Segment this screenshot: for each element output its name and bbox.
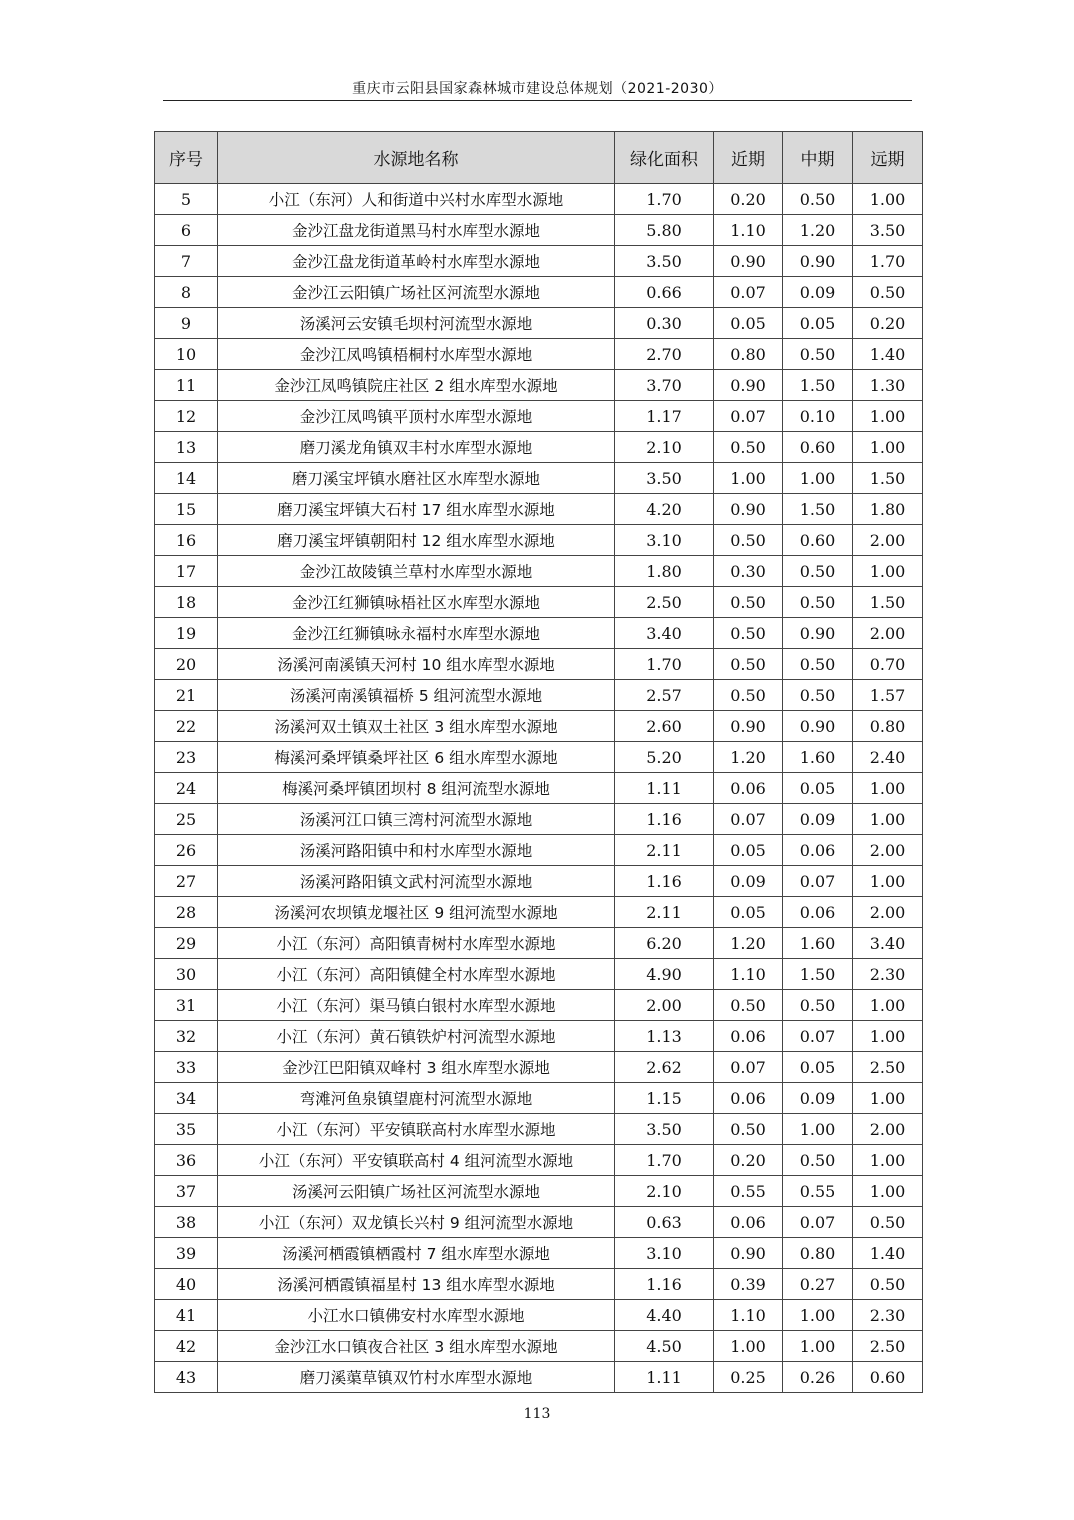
cell-near-term: 1.00: [714, 1331, 783, 1362]
table-row: [155, 401, 923, 432]
cell-mid-term: 0.09: [783, 804, 853, 835]
cell-green-area: 1.16: [615, 804, 714, 835]
cell-name: 小江水口镇佛安村水库型水源地: [218, 1300, 615, 1331]
cell-near-term: 0.30: [714, 556, 783, 587]
cell-near-term: 1.20: [714, 928, 783, 959]
cell-index: 20: [155, 649, 218, 680]
cell-index: 26: [155, 835, 218, 866]
cell-mid-term: 1.00: [783, 1114, 853, 1145]
cell-mid-term: 1.50: [783, 494, 853, 525]
cell-long-term: 0.60: [853, 1362, 923, 1393]
cell-mid-term: 0.50: [783, 184, 853, 215]
table-row: [155, 1207, 923, 1238]
cell-near-term: 0.50: [714, 649, 783, 680]
cell-near-term: 1.10: [714, 215, 783, 246]
cell-mid-term: 1.50: [783, 370, 853, 401]
cell-near-term: 0.06: [714, 1207, 783, 1238]
cell-green-area: 1.70: [615, 184, 714, 215]
cell-name: 梅溪河桑坪镇团坝村 8 组河流型水源地: [218, 773, 615, 804]
cell-green-area: 2.10: [615, 1176, 714, 1207]
table-row: [155, 1145, 923, 1176]
column-header-long-term: 远期: [853, 132, 923, 184]
table-row: [155, 1300, 923, 1331]
table-body: [155, 184, 923, 1393]
table-row: [155, 1331, 923, 1362]
cell-index: 8: [155, 277, 218, 308]
cell-long-term: 2.00: [853, 897, 923, 928]
cell-mid-term: 1.50: [783, 959, 853, 990]
cell-near-term: 0.90: [714, 711, 783, 742]
cell-index: 12: [155, 401, 218, 432]
cell-index: 10: [155, 339, 218, 370]
cell-green-area: 5.20: [615, 742, 714, 773]
cell-name: 磨刀溪蕖草镇双竹村水库型水源地: [218, 1362, 615, 1393]
cell-near-term: 0.07: [714, 804, 783, 835]
cell-name: 汤溪河云安镇毛坝村河流型水源地: [218, 308, 615, 339]
cell-long-term: 2.30: [853, 959, 923, 990]
cell-mid-term: 0.05: [783, 1052, 853, 1083]
cell-name: 小江（东河）双龙镇长兴村 9 组河流型水源地: [218, 1207, 615, 1238]
cell-index: 31: [155, 990, 218, 1021]
cell-green-area: 2.60: [615, 711, 714, 742]
cell-long-term: 1.70: [853, 246, 923, 277]
cell-long-term: 1.00: [853, 556, 923, 587]
table-row: [155, 835, 923, 866]
cell-near-term: 0.90: [714, 494, 783, 525]
cell-mid-term: 0.05: [783, 773, 853, 804]
table-row: [155, 308, 923, 339]
cell-name: 小江（东河）人和街道中兴村水库型水源地: [218, 184, 615, 215]
cell-near-term: 0.90: [714, 246, 783, 277]
cell-index: 25: [155, 804, 218, 835]
cell-green-area: 1.15: [615, 1083, 714, 1114]
cell-mid-term: 0.06: [783, 835, 853, 866]
cell-name: 金沙江红狮镇咏永福村水库型水源地: [218, 618, 615, 649]
cell-mid-term: 1.60: [783, 742, 853, 773]
cell-name: 小江（东河）平安镇联高村 4 组河流型水源地: [218, 1145, 615, 1176]
cell-index: 36: [155, 1145, 218, 1176]
cell-green-area: 2.10: [615, 432, 714, 463]
cell-mid-term: 1.00: [783, 463, 853, 494]
cell-near-term: 0.20: [714, 184, 783, 215]
cell-long-term: 1.00: [853, 1176, 923, 1207]
cell-long-term: 2.00: [853, 1114, 923, 1145]
cell-green-area: 1.70: [615, 649, 714, 680]
table-row: [155, 432, 923, 463]
table-row: [155, 897, 923, 928]
cell-mid-term: 1.20: [783, 215, 853, 246]
cell-near-term: 0.50: [714, 432, 783, 463]
cell-near-term: 0.50: [714, 990, 783, 1021]
page-header-title: 重庆市云阳县国家森林城市建设总体规划（2021-2030）: [352, 81, 723, 97]
cell-near-term: 0.05: [714, 835, 783, 866]
cell-near-term: 0.50: [714, 618, 783, 649]
cell-index: 24: [155, 773, 218, 804]
cell-name: 磨刀溪宝坪镇水磨社区水库型水源地: [218, 463, 615, 494]
table-row: [155, 618, 923, 649]
cell-mid-term: 0.50: [783, 1145, 853, 1176]
cell-mid-term: 0.05: [783, 308, 853, 339]
cell-long-term: 1.00: [853, 432, 923, 463]
cell-green-area: 3.40: [615, 618, 714, 649]
cell-long-term: 3.50: [853, 215, 923, 246]
cell-long-term: 1.00: [853, 1145, 923, 1176]
cell-green-area: 4.20: [615, 494, 714, 525]
cell-long-term: 2.40: [853, 742, 923, 773]
cell-index: 27: [155, 866, 218, 897]
table-row: [155, 246, 923, 277]
table-row: [155, 1238, 923, 1269]
cell-long-term: 2.50: [853, 1331, 923, 1362]
cell-near-term: 0.90: [714, 370, 783, 401]
cell-green-area: 2.00: [615, 990, 714, 1021]
cell-green-area: 1.80: [615, 556, 714, 587]
cell-green-area: 3.70: [615, 370, 714, 401]
cell-mid-term: 0.27: [783, 1269, 853, 1300]
cell-name: 汤溪河栖霞镇福星村 13 组水库型水源地: [218, 1269, 615, 1300]
cell-mid-term: 1.00: [783, 1331, 853, 1362]
cell-long-term: 1.40: [853, 339, 923, 370]
cell-name: 金沙江凤鸣镇平顶村水库型水源地: [218, 401, 615, 432]
cell-long-term: 1.00: [853, 401, 923, 432]
cell-index: 37: [155, 1176, 218, 1207]
cell-name: 汤溪河路阳镇中和村水库型水源地: [218, 835, 615, 866]
cell-near-term: 0.80: [714, 339, 783, 370]
cell-name: 金沙江红狮镇咏梧社区水库型水源地: [218, 587, 615, 618]
cell-long-term: 1.00: [853, 184, 923, 215]
cell-long-term: 0.70: [853, 649, 923, 680]
cell-green-area: 1.13: [615, 1021, 714, 1052]
cell-green-area: 2.11: [615, 897, 714, 928]
cell-index: 30: [155, 959, 218, 990]
cell-long-term: 1.57: [853, 680, 923, 711]
cell-near-term: 0.25: [714, 1362, 783, 1393]
table-row: [155, 1269, 923, 1300]
cell-mid-term: 0.90: [783, 711, 853, 742]
cell-index: 39: [155, 1238, 218, 1269]
cell-name: 金沙江故陵镇兰草村水库型水源地: [218, 556, 615, 587]
cell-name: 小江（东河）高阳镇健全村水库型水源地: [218, 959, 615, 990]
cell-long-term: 2.00: [853, 525, 923, 556]
cell-long-term: 3.40: [853, 928, 923, 959]
table-row: [155, 525, 923, 556]
cell-mid-term: 0.60: [783, 525, 853, 556]
table-header-row: [155, 132, 923, 184]
column-header-green-area: 绿化面积: [615, 132, 714, 184]
cell-long-term: 0.50: [853, 1269, 923, 1300]
column-header-name: 水源地名称: [218, 132, 615, 184]
cell-mid-term: 0.06: [783, 897, 853, 928]
cell-long-term: 1.50: [853, 463, 923, 494]
cell-name: 小江（东河）渠马镇白银村水库型水源地: [218, 990, 615, 1021]
cell-green-area: 3.10: [615, 1238, 714, 1269]
cell-near-term: 0.50: [714, 587, 783, 618]
cell-name: 磨刀溪宝坪镇朝阳村 12 组水库型水源地: [218, 525, 615, 556]
cell-mid-term: 0.10: [783, 401, 853, 432]
cell-near-term: 0.50: [714, 1114, 783, 1145]
cell-green-area: 1.17: [615, 401, 714, 432]
column-header-mid-term: 中期: [783, 132, 853, 184]
cell-green-area: 2.57: [615, 680, 714, 711]
table-row: [155, 184, 923, 215]
cell-name: 金沙江云阳镇广场社区河流型水源地: [218, 277, 615, 308]
cell-name: 弯滩河鱼泉镇望鹿村河流型水源地: [218, 1083, 615, 1114]
cell-index: 32: [155, 1021, 218, 1052]
table-row: [155, 773, 923, 804]
cell-index: 9: [155, 308, 218, 339]
cell-index: 13: [155, 432, 218, 463]
table-row: [155, 463, 923, 494]
table-row: [155, 370, 923, 401]
cell-index: 5: [155, 184, 218, 215]
cell-long-term: 1.00: [853, 990, 923, 1021]
cell-green-area: 4.40: [615, 1300, 714, 1331]
cell-near-term: 0.50: [714, 680, 783, 711]
cell-name: 汤溪河南溪镇福桥 5 组河流型水源地: [218, 680, 615, 711]
cell-green-area: 3.50: [615, 246, 714, 277]
table-row: [155, 1083, 923, 1114]
cell-index: 23: [155, 742, 218, 773]
cell-mid-term: 0.60: [783, 432, 853, 463]
cell-index: 34: [155, 1083, 218, 1114]
cell-near-term: 1.10: [714, 959, 783, 990]
table-row: [155, 928, 923, 959]
table-row: [155, 742, 923, 773]
cell-long-term: 0.50: [853, 1207, 923, 1238]
table-row: [155, 1114, 923, 1145]
cell-long-term: 2.30: [853, 1300, 923, 1331]
cell-green-area: 3.10: [615, 525, 714, 556]
cell-index: 11: [155, 370, 218, 401]
cell-index: 38: [155, 1207, 218, 1238]
cell-near-term: 1.20: [714, 742, 783, 773]
cell-long-term: 1.80: [853, 494, 923, 525]
cell-index: 6: [155, 215, 218, 246]
cell-name: 金沙江盘龙街道黑马村水库型水源地: [218, 215, 615, 246]
cell-mid-term: 0.55: [783, 1176, 853, 1207]
cell-green-area: 0.66: [615, 277, 714, 308]
cell-near-term: 1.10: [714, 1300, 783, 1331]
cell-index: 41: [155, 1300, 218, 1331]
cell-name: 小江（东河）高阳镇青树村水库型水源地: [218, 928, 615, 959]
cell-index: 18: [155, 587, 218, 618]
cell-name: 汤溪河双土镇双土社区 3 组水库型水源地: [218, 711, 615, 742]
table-row: [155, 1362, 923, 1393]
cell-mid-term: 1.60: [783, 928, 853, 959]
cell-name: 磨刀溪宝坪镇大石村 17 组水库型水源地: [218, 494, 615, 525]
cell-mid-term: 0.26: [783, 1362, 853, 1393]
cell-near-term: 0.05: [714, 897, 783, 928]
cell-green-area: 5.80: [615, 215, 714, 246]
cell-near-term: 0.09: [714, 866, 783, 897]
cell-index: 40: [155, 1269, 218, 1300]
cell-name: 汤溪河栖霞镇栖霞村 7 组水库型水源地: [218, 1238, 615, 1269]
cell-mid-term: 0.07: [783, 1207, 853, 1238]
cell-long-term: 1.00: [853, 866, 923, 897]
cell-near-term: 0.06: [714, 1083, 783, 1114]
cell-green-area: 1.11: [615, 1362, 714, 1393]
cell-near-term: 0.20: [714, 1145, 783, 1176]
cell-green-area: 3.50: [615, 1114, 714, 1145]
cell-name: 金沙江凤鸣镇院庄社区 2 组水库型水源地: [218, 370, 615, 401]
cell-long-term: 1.00: [853, 773, 923, 804]
cell-name: 磨刀溪龙角镇双丰村水库型水源地: [218, 432, 615, 463]
cell-name: 汤溪河农坝镇龙堰社区 9 组河流型水源地: [218, 897, 615, 928]
cell-name: 汤溪河云阳镇广场社区河流型水源地: [218, 1176, 615, 1207]
water-source-table: [154, 131, 923, 1393]
column-header-near-term: 近期: [714, 132, 783, 184]
cell-name: 金沙江盘龙街道革岭村水库型水源地: [218, 246, 615, 277]
cell-near-term: 0.06: [714, 773, 783, 804]
cell-mid-term: 0.80: [783, 1238, 853, 1269]
cell-green-area: 0.63: [615, 1207, 714, 1238]
table-row: [155, 494, 923, 525]
cell-long-term: 0.20: [853, 308, 923, 339]
cell-near-term: 0.55: [714, 1176, 783, 1207]
cell-index: 17: [155, 556, 218, 587]
header-divider: [163, 100, 912, 101]
table-row: [155, 556, 923, 587]
cell-near-term: 0.07: [714, 1052, 783, 1083]
cell-index: 43: [155, 1362, 218, 1393]
table-row: [155, 990, 923, 1021]
table-row: [155, 215, 923, 246]
cell-near-term: 1.00: [714, 463, 783, 494]
cell-near-term: 0.06: [714, 1021, 783, 1052]
cell-name: 汤溪河江口镇三湾村河流型水源地: [218, 804, 615, 835]
cell-long-term: 1.40: [853, 1238, 923, 1269]
cell-green-area: 1.11: [615, 773, 714, 804]
cell-long-term: 2.00: [853, 618, 923, 649]
table-row: [155, 587, 923, 618]
cell-index: 21: [155, 680, 218, 711]
cell-long-term: 1.30: [853, 370, 923, 401]
cell-index: 19: [155, 618, 218, 649]
table-row: [155, 959, 923, 990]
cell-mid-term: 0.09: [783, 277, 853, 308]
cell-long-term: 1.00: [853, 1021, 923, 1052]
cell-name: 汤溪河路阳镇文武村河流型水源地: [218, 866, 615, 897]
cell-index: 15: [155, 494, 218, 525]
cell-name: 汤溪河南溪镇天河村 10 组水库型水源地: [218, 649, 615, 680]
cell-mid-term: 0.50: [783, 680, 853, 711]
cell-mid-term: 1.00: [783, 1300, 853, 1331]
cell-mid-term: 0.50: [783, 649, 853, 680]
cell-mid-term: 0.50: [783, 556, 853, 587]
cell-green-area: 3.50: [615, 463, 714, 494]
cell-green-area: 1.70: [615, 1145, 714, 1176]
cell-mid-term: 0.09: [783, 1083, 853, 1114]
cell-name: 金沙江水口镇夜合社区 3 组水库型水源地: [218, 1331, 615, 1362]
table-row: [155, 1052, 923, 1083]
cell-near-term: 0.07: [714, 277, 783, 308]
cell-long-term: 0.80: [853, 711, 923, 742]
table-row: [155, 680, 923, 711]
cell-index: 35: [155, 1114, 218, 1145]
cell-green-area: 2.11: [615, 835, 714, 866]
cell-mid-term: 0.50: [783, 990, 853, 1021]
cell-mid-term: 0.50: [783, 587, 853, 618]
cell-index: 16: [155, 525, 218, 556]
table-row: [155, 1176, 923, 1207]
cell-name: 金沙江巴阳镇双峰村 3 组水库型水源地: [218, 1052, 615, 1083]
cell-index: 14: [155, 463, 218, 494]
cell-mid-term: 0.07: [783, 866, 853, 897]
cell-index: 29: [155, 928, 218, 959]
cell-index: 42: [155, 1331, 218, 1362]
cell-long-term: 1.50: [853, 587, 923, 618]
cell-near-term: 0.07: [714, 401, 783, 432]
cell-green-area: 2.70: [615, 339, 714, 370]
cell-index: 7: [155, 246, 218, 277]
cell-mid-term: 0.07: [783, 1021, 853, 1052]
cell-name: 小江（东河）黄石镇铁炉村河流型水源地: [218, 1021, 615, 1052]
table-row: [155, 339, 923, 370]
table-row: [155, 804, 923, 835]
cell-name: 梅溪河桑坪镇桑坪社区 6 组水库型水源地: [218, 742, 615, 773]
cell-green-area: 4.50: [615, 1331, 714, 1362]
cell-green-area: 0.30: [615, 308, 714, 339]
table-row: [155, 711, 923, 742]
cell-green-area: 6.20: [615, 928, 714, 959]
cell-green-area: 2.62: [615, 1052, 714, 1083]
page-number: 113: [523, 1406, 551, 1422]
cell-name: 金沙江凤鸣镇梧桐村水库型水源地: [218, 339, 615, 370]
cell-name: 小江（东河）平安镇联高村水库型水源地: [218, 1114, 615, 1145]
table-row: [155, 866, 923, 897]
cell-green-area: 4.90: [615, 959, 714, 990]
cell-green-area: 2.50: [615, 587, 714, 618]
cell-long-term: 2.50: [853, 1052, 923, 1083]
cell-long-term: 1.00: [853, 804, 923, 835]
cell-near-term: 0.05: [714, 308, 783, 339]
cell-index: 22: [155, 711, 218, 742]
cell-mid-term: 0.90: [783, 246, 853, 277]
cell-index: 33: [155, 1052, 218, 1083]
cell-near-term: 0.50: [714, 525, 783, 556]
cell-long-term: 0.50: [853, 277, 923, 308]
cell-index: 28: [155, 897, 218, 928]
cell-long-term: 1.00: [853, 1083, 923, 1114]
cell-green-area: 1.16: [615, 1269, 714, 1300]
table-row: [155, 277, 923, 308]
cell-near-term: 0.39: [714, 1269, 783, 1300]
cell-mid-term: 0.50: [783, 339, 853, 370]
column-header-index: 序号: [155, 132, 218, 184]
table-row: [155, 649, 923, 680]
table-row: [155, 1021, 923, 1052]
cell-mid-term: 0.90: [783, 618, 853, 649]
cell-long-term: 2.00: [853, 835, 923, 866]
cell-near-term: 0.90: [714, 1238, 783, 1269]
cell-green-area: 1.16: [615, 866, 714, 897]
